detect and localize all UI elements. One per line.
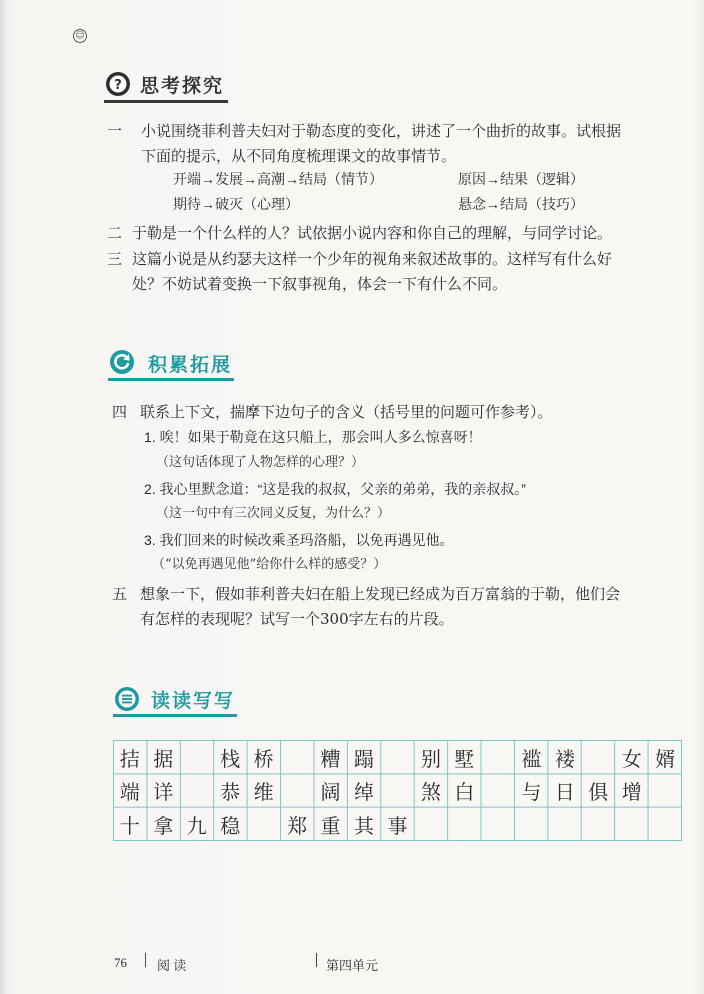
grid-cell: 事 <box>387 813 408 838</box>
item-text-line: 小说围绕菲利普夫妇对于勒态度的变化，讲述了一个曲折的故事。试根据 <box>141 122 622 140</box>
grid-cell: 白 <box>454 779 475 804</box>
item-text-line: 下面的提示，从不同角度梳理课文的故事情节。 <box>141 147 457 165</box>
sentence-3: 3. 我们回来的时候改乘圣玛洛船，以免再遇见他。 <box>144 532 454 548</box>
sentence-3-hint: （“以免再遇见他”给你什么样的感受？） <box>152 557 387 572</box>
svg-text:?: ? <box>114 78 122 93</box>
question-icon <box>105 71 131 101</box>
grid-cell: 恭 <box>220 779 241 804</box>
footer-divider <box>145 953 146 967</box>
item-text-line: 处？不妨试着变换一下叙事视角，体会一下有什么不同。 <box>132 275 508 293</box>
hint-plot: 开端→发展→高潮→结局（情节） <box>173 171 383 187</box>
smiley-icon: ☺ <box>73 29 87 43</box>
section-title-think: 思考探究 <box>140 75 225 97</box>
grid-cell: 褴 <box>521 746 542 771</box>
refresh-arrow-icon <box>109 349 135 379</box>
grid-cell <box>481 807 514 841</box>
grid-cell <box>381 773 414 807</box>
item-text-line: 有怎样的表现呢？试写一个300字左右的片段。 <box>140 610 454 628</box>
grid-cell: 煞 <box>420 779 441 804</box>
grid-cell: 糟 <box>320 746 341 771</box>
grid-cell: 墅 <box>454 746 475 771</box>
grid-cell: 女 <box>621 746 642 771</box>
grid-cell: 婿 <box>655 746 676 771</box>
grid-cell <box>481 773 514 807</box>
grid-cell <box>515 807 548 841</box>
list-lines-icon <box>114 686 140 716</box>
grid-cell <box>615 807 648 841</box>
footer-left-label: 阅 读 <box>157 958 187 973</box>
footer-divider <box>316 953 317 967</box>
hint-psychology: 期待→破灭（心理） <box>173 196 299 212</box>
grid-cell <box>247 807 280 841</box>
grid-cell: 据 <box>153 746 174 771</box>
grid-cell: 日 <box>554 779 575 804</box>
sentence-2: 2. 我心里默念道：“这是我的叔叔，父亲的弟弟，我的亲叔叔。” <box>144 481 526 497</box>
grid-cell <box>649 807 682 841</box>
grid-cell <box>649 773 682 807</box>
grid-cell <box>582 740 615 774</box>
grid-cell <box>414 807 447 841</box>
section-underline <box>104 100 228 103</box>
item-text-line: 这篇小说是从约瑟夫这样一个少年的视角来叙述故事的。这样写有什么好 <box>132 250 613 268</box>
item-number: 三 <box>107 250 123 268</box>
grid-cell: 褛 <box>554 746 575 771</box>
grid-cell: 端 <box>119 779 140 804</box>
sentence-1: 1. 唉！如果于勒竟在这只船上，那会叫人多么惊喜呀！ <box>144 429 482 445</box>
grid-cell: 其 <box>354 813 375 838</box>
grid-cell: 稳 <box>220 813 241 838</box>
item-number: 二 <box>107 224 123 242</box>
grid-cell <box>448 807 481 841</box>
grid-row <box>113 807 682 841</box>
sentence-1-hint: （这句话体现了人物怎样的心理？） <box>156 455 365 470</box>
hint-technique: 悬念→结局（技巧） <box>458 196 584 212</box>
item-number: 五 <box>112 585 128 603</box>
grid-cell <box>280 740 313 774</box>
grid-cell: 绰 <box>354 779 375 804</box>
footer-unit-label: 第四单元 <box>326 958 379 973</box>
grid-cell <box>180 740 213 774</box>
item-text-line: 联系上下文，揣摩下边句子的含义（括号里的问题可作参考）。 <box>140 403 553 421</box>
grid-cell: 俱 <box>588 779 609 804</box>
grid-cell: 维 <box>253 779 274 804</box>
grid-cell <box>381 740 414 774</box>
grid-cell: 别 <box>420 746 441 771</box>
grid-cell: 与 <box>521 779 542 804</box>
grid-cell <box>180 773 213 807</box>
grid-cell: 拮 <box>119 746 140 771</box>
grid-cell: 蹋 <box>354 746 375 771</box>
grid-cell <box>280 773 313 807</box>
grid-cell: 九 <box>186 813 207 838</box>
hint-logic: 原因→结果（逻辑） <box>458 171 584 187</box>
item-number: 四 <box>112 403 128 421</box>
section-title-extend: 积累拓展 <box>148 354 233 376</box>
vocabulary-grid <box>113 740 682 841</box>
grid-cell <box>548 807 581 841</box>
section-underline <box>108 378 234 381</box>
grid-cell: 重 <box>320 813 341 838</box>
item-text-line: 于勒是一个什么样的人？试依据小说内容和你自己的理解，与同学讨论。 <box>132 224 613 242</box>
grid-cell: 栈 <box>220 746 241 771</box>
grid-cell: 增 <box>621 779 642 804</box>
grid-cell: 十 <box>119 813 140 838</box>
grid-row <box>113 740 682 774</box>
item-number: 一 <box>107 122 123 140</box>
grid-cell: 阔 <box>320 779 341 804</box>
grid-cell: 详 <box>153 779 174 804</box>
item-text-line: 想象一下，假如菲利普夫妇在船上发现已经成为百万富翁的于勒，他们会 <box>140 585 621 603</box>
grid-row <box>113 773 682 807</box>
grid-cell <box>481 740 514 774</box>
section-title-read-write: 读读写写 <box>151 690 236 712</box>
sentence-2-hint: （这一句中有三次同义反复，为什么？） <box>156 506 391 521</box>
page-number: 76 <box>114 955 127 970</box>
grid-cell: 桥 <box>253 746 274 771</box>
grid-cell: 郑 <box>287 813 308 838</box>
section-underline <box>113 714 237 717</box>
grid-cell <box>582 807 615 841</box>
grid-cell: 拿 <box>153 813 174 838</box>
